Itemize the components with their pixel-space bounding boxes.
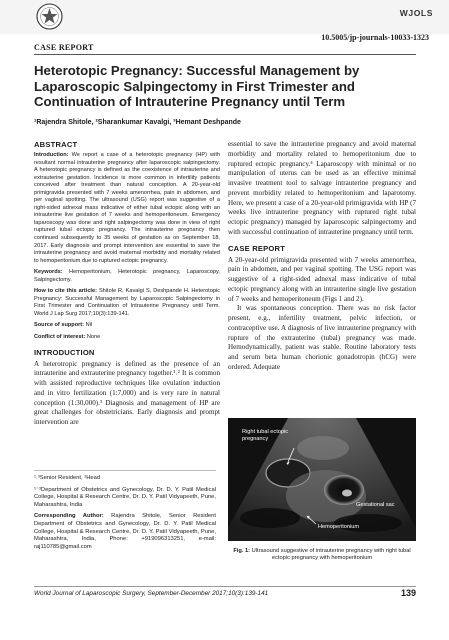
citation-label: How to cite this article: <box>34 288 97 295</box>
page-number: 139 <box>400 588 416 598</box>
figure-label-hemoperitonium: Hemoperitonium <box>318 524 360 530</box>
ultrasound-figure <box>228 418 416 541</box>
doi: 10.5005/jp-journals-10033-1323 <box>321 33 429 42</box>
left-column <box>34 140 220 428</box>
footnote-roles: ¹˒³Senior Resident, ²Head <box>34 475 101 481</box>
authors: ¹Rajendra Shitole, ²Sharankumar Kavalgi, ³Hemant Deshpande <box>34 119 241 126</box>
conflict-of-interest <box>34 334 220 342</box>
support-text: Nil <box>85 322 93 329</box>
footnotes <box>34 470 216 555</box>
abstract-intro-text: We report a case of a heterotopic pregnancy (HP) with resultant normal intrauterine pregnancy after laparoscopic salpingectomy. A heterotopic pregnancy is defined as the coexistence of intrauterine and extrauterine gestation. Incidence is more common in infertility patients conceived after treatment than natural conception. A 20-year-old primigravida presented with 7 weeks amenorrhea, pain in abdomen, and per vaginal spotting. The ultrasound (USG) report was suggestive of a right-sided adnexal mass indicative of either tubal ectopic along with an intrauterine live gestation of 7 weeks and hemoperitoneum. Emergency laparoscopy was done and right salpingectomy was done in view of right ruptured tubal ectopic pregnancy. The intrauterine pregnancy then continued subsequently to 35 weeks of gestation as on September 18, 2017. Early diagnosis and prompt intervention are essential to save the intrauterine pregnancy and avoid maternal morbidity and mortality related to hemoperitonium due to ruptured ectopic pregnancy. <box>34 152 220 264</box>
introduction-text: A heterotropic pregnancy is defined as the presence of an intrauterine and extrauterine pregnancy together.¹˒² It is common with assisted reproductive techniques like ovulation induction and in vitro fertilization (1:7,000) and is very rare in natural conception (1:30,000).³ Diagnosis and management of HP are great challenges for obstetricians. Early diagnosis and prompt intervention are <box>34 359 220 427</box>
figure-label-gestational-sac: Gestational sac <box>356 502 395 508</box>
footnote-corresponding <box>34 513 216 551</box>
article-title: Heterotopic Pregnancy: Successful Management by Laparoscopic Salpingectomy in First Trimester and Continuation of Intrauterine Pregnancy until Term <box>34 63 360 109</box>
abstract-heading: ABSTRACT <box>34 140 78 149</box>
figure-label-tubal: Right tubal ectopic pregnancy <box>242 429 289 442</box>
header-divider <box>34 54 416 55</box>
case-report-para-2: It was spontaneous conception. There was no risk factor present, e.g., infertility treatment, pelvic infection, or contraceptive use. A diagnosis of live intrauterine pregnancy with rupture of the extrauterine (tubal) pregnancy was made. Hemodynamically, patient was stable. Routine laboratory tests and serum beta human chorionic gonadotropin (hCG) were ordered. Adequate <box>228 304 416 371</box>
header-band <box>0 0 449 34</box>
citation <box>34 288 220 318</box>
abstract-introduction <box>34 152 220 265</box>
journal-abbreviation: WJOLS <box>399 8 433 18</box>
keywords <box>34 269 220 284</box>
keywords-label: Keywords: <box>34 269 63 276</box>
conflict-label: Conflict of interest: <box>34 334 86 341</box>
keywords-text: Hemoperitonium, Heterotopic pregnancy, Laparoscopy, Salpingectomy. <box>34 269 220 283</box>
footnote-affiliation: ¹⁻³Department of Obstetrics and Gynecology, Dr. D. Y. Patil Medical College, Hospital & Research Centre, Dr. D. Y. Patil Vidyapeeth, Pune, Maharashtra, India <box>34 486 216 508</box>
journal-footer: World Journal of Laparoscopic Surgery, September-December 2017;10(3):139-141 <box>34 590 269 597</box>
conflict-text: None <box>86 334 101 341</box>
abstract-intro-label: Introduction: <box>34 152 69 158</box>
figure-caption-text: Ultrasound suggestive of intrauterine pregnancy with right tubal ectopic pregnancy with hemoperitonium <box>251 548 411 561</box>
section-label: CASE REPORT <box>34 43 94 52</box>
case-report-heading: CASE REPORT <box>228 243 286 253</box>
citation-text: Shitole R, Kavalgi S, Deshpande H. Heterotopic Pregnancy: Successful Management by Laparoscopic Salpingectomy in First Trimester and Continuation of Intrauterine Pregnancy until Term. World J Lap Surg 2017;10(3):139-141. <box>34 288 221 317</box>
source-of-support <box>34 322 220 330</box>
figure-caption-label: Fig. 1: <box>233 548 251 554</box>
case-report-para-1: A 20-year-old primigravida presented with 7 weeks amenorrhea, pain in abdomen, and per vaginal spotting. The USG report was suggestive of a right-sided adnexal mass indicative of tubal ectopic pregnancy along with an intrauterine single live gestation of 7 weeks and hemoperitoneum (Figs 1 and 2). <box>228 255 416 303</box>
footer-divider <box>34 586 416 587</box>
figure-caption <box>232 548 412 562</box>
support-label: Source of support: <box>34 322 85 329</box>
introduction-heading: INTRODUCTION <box>34 347 95 357</box>
corresponding-text: Rajendra Shitole, Senior Resident Department of Obstetrics and Gynecology, Dr. D. Y. Patil Medical College, Hospital & Research Centre, Dr. D. Y. Patil Vidyapeeth, Pune, Maharashtra, India, Phone: +919096313251, e-mail: raj110785@gmail.com <box>34 513 216 550</box>
right-column <box>228 140 416 373</box>
journal-logo-icon <box>36 3 63 30</box>
introduction-continued: essential to save the intrauterine pregnancy and avoid maternal morbidity and mortality related to hemoperitonium due to ruptured ectopic pregnancy.⁴ Laparoscopy with minimal or no manipulation of uterus can be used as an effective minimal invasive treatment tool to salvage intrauterine pregnancy and prevent morbidity related to hemoperitonium and laparotomy. Here, we present a case of a 20-year-old primigravida with HP (7 weeks live intrauterine pregnancy with ruptured right tubal ectopic pregnancy) managed by laparoscopic salpingectomy and with successful continuation of intrauterine pregnancy until term. <box>228 140 416 236</box>
corresponding-label: Corresponding Author: <box>34 513 104 520</box>
